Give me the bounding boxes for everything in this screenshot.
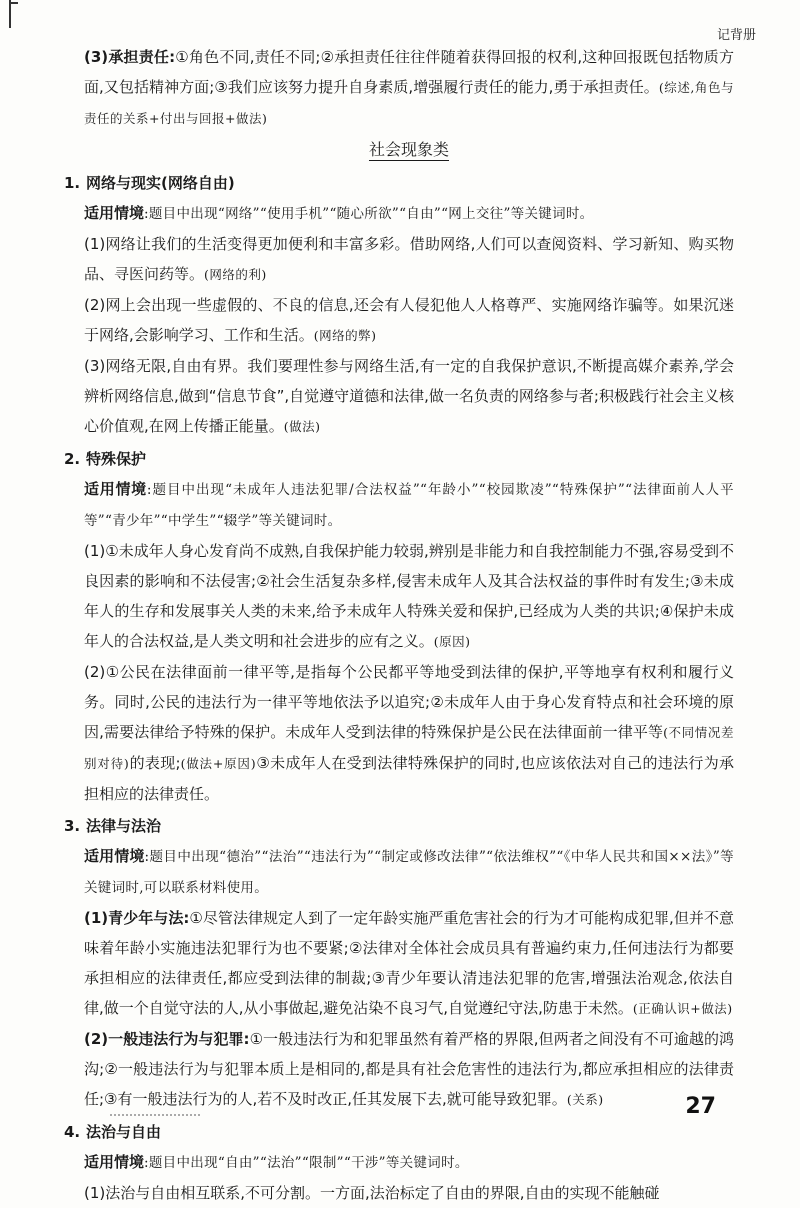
item-law-and-rule [64, 811, 734, 1115]
situation: 适用情境:题目中出现“德治”“法治”“违法行为”“制定或修改法律”“依法维权”“《中华人民共和国××法》”等关键词时,可以联系材料使用。 [84, 847, 734, 896]
intro-label: (3)承担责任: [84, 48, 176, 66]
item-title: 2. 特殊保护 [64, 450, 147, 468]
situation: 适用情境:题目中出现“网络”“使用手机”“随心所欲”“自由”“网上交往”等关键词时。 [84, 204, 594, 222]
item-paragraph: (1)青少年与法:①尽管法律规定人到了一定年龄实施严重危害社会的行为才可能构成犯罪,但并不意味着年龄小实施违法犯罪行为也不要紧;②法律对全体社会成员具有普遍约束力,任何违法行为都要承担相应的法律责任,都应受到法律的制裁;③青少年要认清违法犯罪的危害,增强法治观念,依法自律,做一个自觉守法的人,从小事做起,避免沾染不良习气,自觉遵纪守法,防患于未然。(正确认识+做法) [84, 909, 734, 1017]
item-paragraph: (1)①未成年人身心发育尚不成熟,自我保护能力较弱,辨别是非能力和自我控制能力不强,容易受到不良因素的影响和不法侵害;②社会生活复杂多样,侵害未成年人及其合法权益的事件时有发生;③未成年人的生存和发展事关人类的未来,给予未成年人特殊关爱和保护,已经成为人类的共识;④保护未成年人的合法权益,是人类文明和社会进步的应有之义。(原因) [84, 542, 734, 650]
situation: 适用情境:题目中出现“未成年人违法犯罪/合法权益”“年龄小”“校园欺凌”“特殊保护”“法律面前人人平等”“青少年”“中学生”“辍学”等关键词时。 [84, 480, 734, 529]
bottom-dotted-line [110, 1114, 200, 1118]
intro-paragraph [84, 42, 734, 134]
page-number: 27 [685, 1094, 716, 1119]
intro-text: ①角色不同,责任不同;②承担责任往往伴随着获得回报的权利,这种回报既包括物质方面,又包括精神方面;③我们应该努力提升自身素质,增强履行责任的能力,勇于承担责任。 [84, 48, 734, 96]
item-network [64, 168, 734, 442]
item-paragraph: (2)①公民在法律面前一律平等,是指每个公民都平等地受到法律的保护,平等地享有权利和履行义务。同时,公民的违法行为一律平等地依法予以追究;②未成年人由于身心发育特点和社会环境的原因,需要法律给予特殊的保护。未成年人受到法律的特殊保护是公民在法律面前一律平等(不同情况差别对待)的表现;(做法+原因)③未成年人在受到法律特殊保护的同时,也应该依法对自己的违法行为承担相应的法律责任。 [84, 663, 734, 803]
situation: 适用情境:题目中出现“自由”“法治”“限制”“干涉”等关键词时。 [84, 1153, 469, 1171]
item-title: 1. 网络与现实(网络自由) [64, 174, 235, 192]
item-paragraph: (3)网络无限,自由有界。我们要理性参与网络生活,有一定的自我保护意识,不断提高媒介素养,学会辨析网络信息,做到“信息节食”,自觉遵守道德和法律,做一名负责的网络参与者;积极践行社会主义核心价值观,在网上传播正能量。(做法) [84, 357, 734, 435]
header-tag: 记背册 [716, 28, 756, 43]
section-title: 社会现象类 [368, 140, 449, 159]
corner-crop-mark [6, 0, 20, 30]
item-paragraph: (2)一般违法行为与犯罪:①一般违法行为和犯罪虽然有着严格的界限,但两者之间没有不可逾越的鸿沟;②一般违法行为与犯罪本质上是相同的,都是具有社会危害性的违法行为,都应承担相应的法律责任;③有一般违法行为的人,若不及时改正,任其发展下去,就可能导致犯罪。(关系) [84, 1030, 734, 1108]
item-paragraph: (2)网上会出现一些虚假的、不良的信息,还会有人侵犯他人人格尊严、实施网络诈骗等。如果沉迷于网络,会影响学习、工作和生活。(网络的弊) [84, 296, 734, 344]
item-special-protection [64, 444, 734, 809]
item-title: 3. 法律与法治 [64, 817, 162, 835]
item-paragraph: (1)网络让我们的生活变得更加便利和丰富多彩。借助网络,人们可以查阅资料、学习新知、购买物品、寻医问药等。(网络的利) [84, 235, 734, 283]
page-content [64, 42, 734, 1208]
item-paragraph: (1)法治与自由相互联系,不可分割。一方面,法治标定了自由的界限,自由的实现不能触碰 [84, 1184, 660, 1202]
item-title: 4. 法治与自由 [64, 1123, 162, 1141]
intro-note: (综述,角色与责任的关系+付出与回报+做法) [84, 80, 734, 126]
